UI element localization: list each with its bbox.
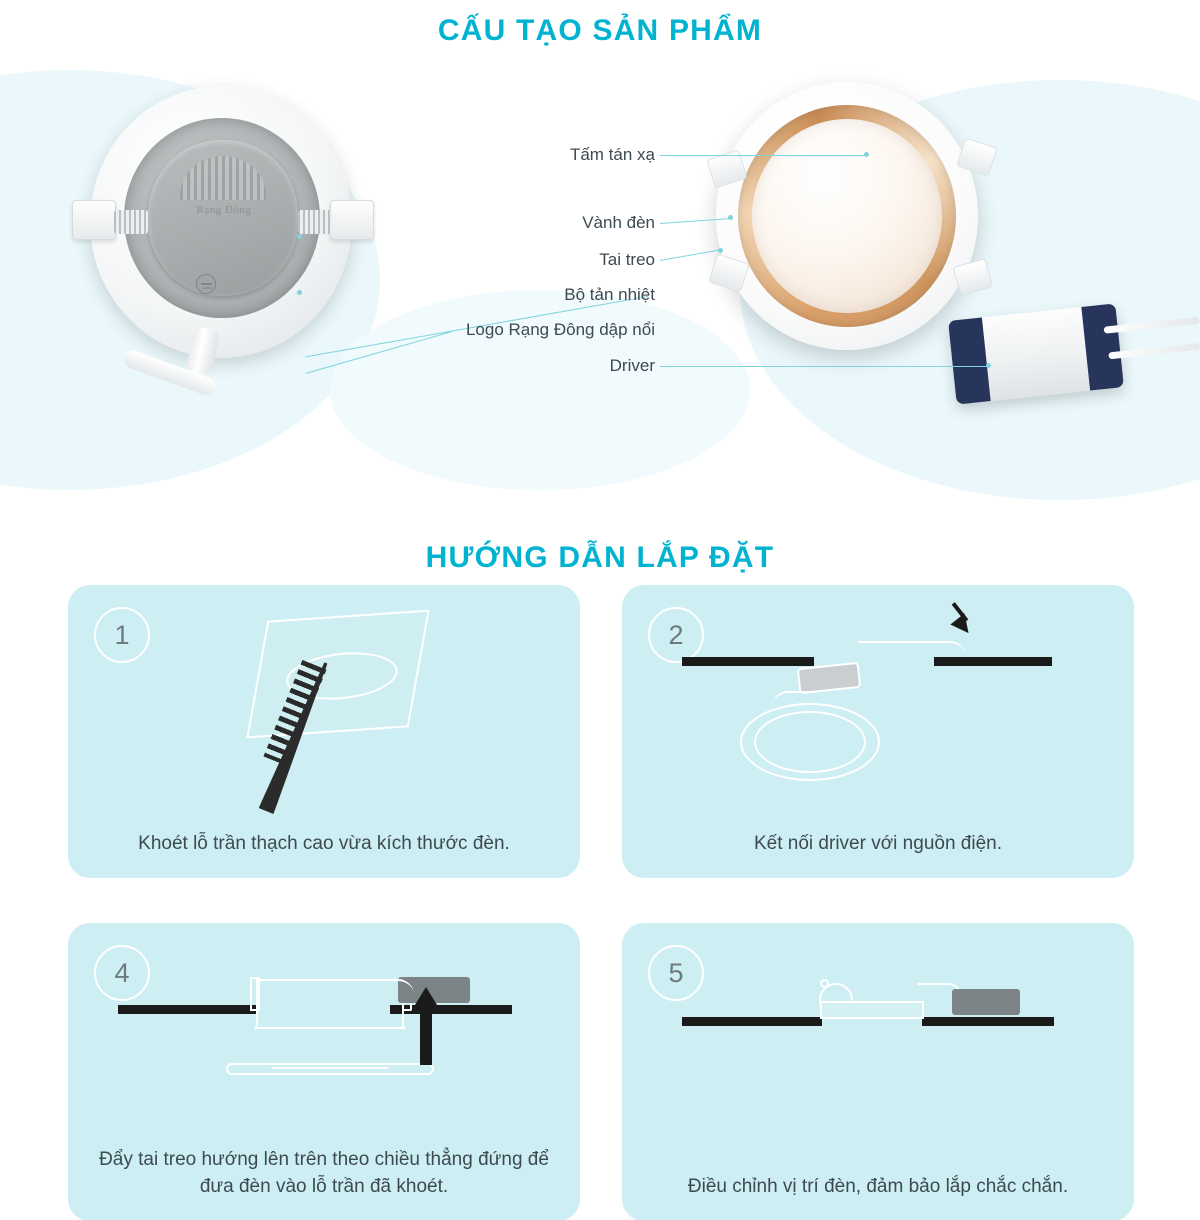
callout-label-4: Logo Rạng Đông dập nổi: [465, 320, 655, 339]
section-title-installation-guide: HƯỚNG DẪN LẮP ĐẶT: [425, 541, 775, 574]
leader-dot-0: [864, 152, 869, 157]
callout-label-1: Vành đèn: [582, 213, 655, 232]
lamp-wire: [360, 979, 414, 1009]
driver-icon: [797, 662, 861, 694]
product-structure-diagram: [0, 60, 1200, 500]
ceiling-beam-left: [682, 1017, 822, 1026]
ceiling-beam-right: [922, 1017, 1054, 1026]
driver-wire-bottom: [1108, 343, 1200, 360]
leader-dot-2: [718, 248, 723, 253]
lamp-back-view-image: [78, 78, 368, 378]
mains-wire: [858, 641, 966, 667]
lamp-wire: [772, 691, 816, 713]
step-5-illustration: [622, 943, 1134, 1133]
install-step-card-5: [622, 923, 1134, 1220]
lamp-flange-outline: [226, 1063, 434, 1075]
leader-line-2: [660, 249, 721, 261]
step-number-badge: 2: [648, 607, 704, 663]
callout-label-2: Tai treo: [599, 250, 655, 269]
diffuser-plate: [752, 119, 942, 313]
callout-label-5: Driver: [609, 356, 655, 375]
callout-label-3: Bộ tản nhiệt: [564, 285, 655, 304]
install-step-card-1: [68, 585, 580, 878]
ground-symbol-icon: [196, 274, 216, 294]
leader-dot-1: [728, 215, 733, 220]
spring-clip-right: [298, 210, 332, 234]
leader-line-0: [660, 155, 868, 156]
leader-dot-5: [986, 363, 991, 368]
spring-clip-left: [114, 210, 148, 234]
ceiling-beam-left: [682, 657, 814, 666]
push-up-arrow-icon: [410, 987, 442, 1013]
lamp-outline-inner: [754, 711, 866, 773]
step-caption: Điều chỉnh vị trí đèn, đảm bảo lắp chắc chắn.: [687, 1176, 1069, 1198]
step-number-badge: 4: [94, 945, 150, 1001]
install-step-card-2: [622, 585, 1134, 878]
embossed-logo-text: Rạng Đông: [196, 204, 252, 216]
lamp-front-view-image: [716, 82, 986, 372]
step-number-badge: 1: [94, 607, 150, 663]
step-caption: Kết nối driver với nguồn điện.: [754, 833, 1002, 855]
driver-icon: [952, 989, 1020, 1015]
leader-dot-3: [297, 234, 302, 239]
callout-label-0: Tấm tán xạ: [569, 145, 655, 164]
installed-lamp-outline: [820, 1001, 924, 1019]
driver-end-right: [1081, 303, 1124, 390]
hanging-ear-right: [330, 200, 374, 240]
hanging-ear-left: [250, 977, 260, 1011]
leader-line-5: [660, 366, 990, 367]
push-up-arrow-shaft: [420, 1009, 432, 1065]
hanging-ear-left: [72, 200, 116, 240]
step-number-badge: 5: [648, 945, 704, 1001]
step-4-illustration: [68, 943, 580, 1133]
step-1-illustration: [68, 605, 580, 795]
step-caption: Đẩy tai treo hướng lên trên theo chiều thẳng đứng để đưa đèn vào lỗ trần đã khoét.: [99, 1149, 549, 1198]
driver-wire-top: [1104, 317, 1200, 334]
step-2-illustration: [622, 605, 1134, 795]
install-step-card-4: [68, 923, 580, 1220]
step-caption: Khoét lỗ trần thạch cao vừa kích thước đèn.: [138, 833, 510, 855]
pointer-arrow-icon: [950, 613, 975, 638]
ceiling-beam-left: [118, 1005, 258, 1014]
driver-unit-image: [948, 303, 1124, 404]
driver-end-left: [948, 317, 991, 404]
leader-dot-4: [297, 290, 302, 295]
section-title-product-structure: CẤU TẠO SẢN PHẨM: [437, 14, 763, 47]
pivot-dot-icon: [820, 979, 829, 988]
